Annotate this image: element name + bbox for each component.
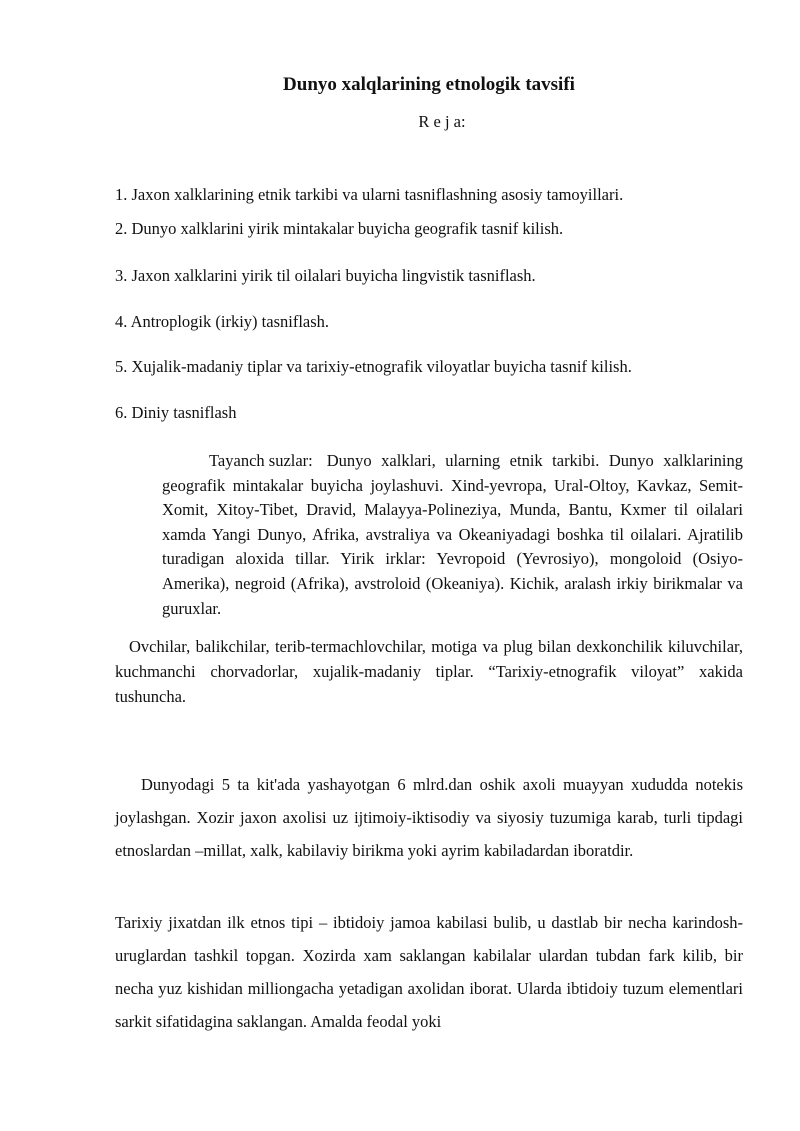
- document-title: Dunyo xalqlarining etnologik tavsifi: [283, 74, 575, 95]
- plan-heading: R e j a:: [418, 112, 466, 131]
- plan-item-6: 6. Diniy tasniflash: [115, 403, 237, 422]
- paragraph-2: Dunyodagi 5 ta kit'ada yashayotgan 6 mlrd.dan oshik axoli muayyan xududda notekis joylashgan. Xozir jaxon axolisi uz ijtimoiy-iktisodiy va siyosiy tuzumiga karab, turli tipdagi etnoslardan –millat, xalk, kabilaviy birikma yoki ayrim kabiladardan iboratdir.: [115, 775, 743, 860]
- plan-item-5: 5. Xujalik-madaniy tiplar va tarixiy-etnografik viloyatlar buyicha tasnif kilish.: [115, 357, 632, 376]
- plan-item-4: 4. Antroplogik (irkiy) tasniflash.: [115, 312, 330, 331]
- keywords-text: Dunyo xalklari, ularning etnik tarkibi. Dunyo xalklarining geografik mintakalar buyicha joylashuvi. Xind-yevropa, Ural-Oltoy, Kavkaz, Semit-Xomit, Xitoy-Tibet, Dravid, Malayya-Polineziya, Munda, Bantu, Kxmer til oilalari xamda Yangi Dunyo, Afrika, avstraliya va Okeaniyadagi boshka til oilalari. Ajratilib turadigan aloxida tillar. Yirik irklar: Yevropoid (Yevrosiyo), mongoloid (Osiyo-Amerika), negroid (Afrika), avstroloid (Okeaniya). Kichik, aralash irkiy birikmalar va guruxlar.: [162, 451, 743, 618]
- plan-item-2: 2. Dunyo xalklarini yirik mintakalar buyicha geografik tasnif kilish.: [115, 219, 564, 238]
- paragraph-1: Ovchilar, balikchilar, terib-termachlovchilar, motiga va plug bilan dexkonchilik kiluvchilar, kuchmanchi chorvadorlar, xujalik-madaniy tiplar. “Tarixiy-etnografik viloyat” xakida tushuncha.: [115, 637, 743, 706]
- plan-item-3: 3. Jaxon xalklarini yirik til oilalari buyicha lingvistik tasniflash.: [115, 266, 536, 285]
- plan-item-1: 1. Jaxon xalklarining etnik tarkibi va ularni tasniflashning asosiy tamoyillari.: [115, 185, 624, 204]
- keywords-block: [162, 449, 743, 621]
- paragraph-3: Tarixiy jixatdan ilk etnos tipi – ibtidoiy jamoa kabilasi bulib, u dastlab bir necha karindosh-uruglardan tashkil topgan. Xozirda xam saklangan kabilalar ulardan tubdan fark kilib, bir necha yuz kishidan milliongacha yetadigan axolidan iborat. Ularda ibtidoiy tuzum elementlari sarkit sifatidagina saklangan. Amalda feodal yoki: [115, 913, 743, 1031]
- keywords-label: Tayanch suzlar:: [209, 451, 313, 470]
